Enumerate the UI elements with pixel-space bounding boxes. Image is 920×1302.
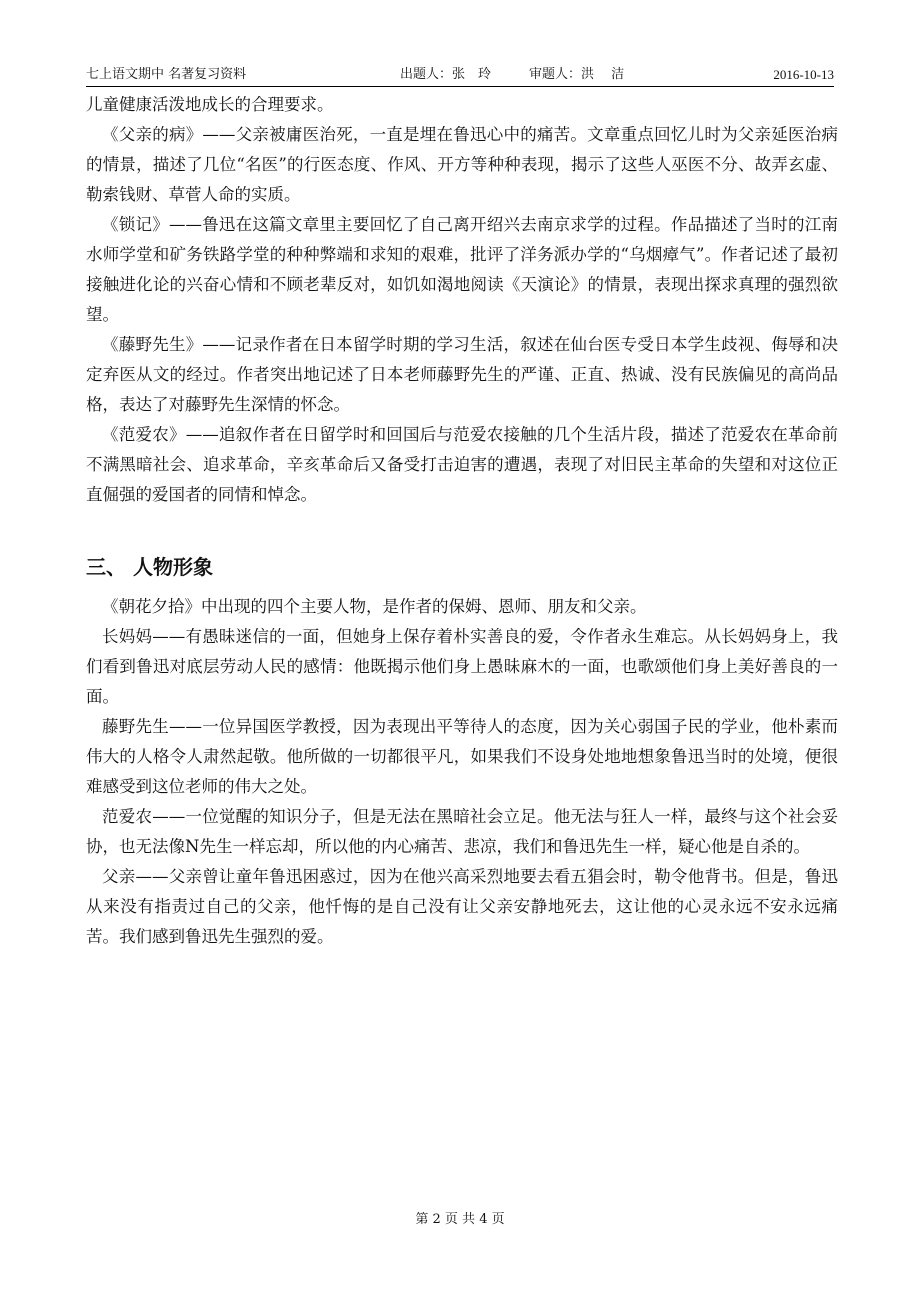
header-course-title: 七上语文期中 名著复习资料 (86, 67, 247, 82)
paragraph-fujino: 《藤野先生》——记录作者在日本留学时期的学习生活，叙述在仙台医专受日本学生歧视、侮辱和决定弃医从文的经过。作者突出地记述了日本老师藤野先生的严谨、正直、热诚、没有民族偏见的高尚品格，表达了对藤野先生深情的怀念。 (86, 335, 838, 414)
paragraph-father-character: 父亲——父亲曾让童年鲁迅困惑过，因为在他兴高采烈地要去看五猖会时，勒令他背书。但是，鲁迅从来没有指责过自己的父亲，他忏悔的是自己没有让父亲安静地死去，这让他的心灵永远不安永远痛苦。我们感到鲁迅先生强烈的爱。 (86, 867, 838, 946)
paragraph-suoji: 《锁记》——鲁迅在这篇文章里主要回忆了自己离开绍兴去南京求学的过程。作品描述了当时的江南水师学堂和矿务铁路学堂的种种弊端和求知的艰难，批评了洋务派办学的“乌烟瘴气”。作者记述了最初接触进化论的兴奋心情和不顾老辈反对，如饥如渴地阅读《天演论》的情景，表现出探求真理的强烈欲望。 (86, 215, 838, 324)
paragraph-fan-ainong-character: 范爱农——一位觉醒的知识分子，但是无法在黑暗社会立足。他无法与狂人一样，最终与这个社会妥协，也无法像N先生一样忘却，所以他的内心痛苦、悲凉，我们和鲁迅先生一样，疑心他是自杀的。 (86, 807, 838, 856)
page-header (86, 66, 834, 87)
header-reviewer: 审题人：洪 洁 (529, 67, 625, 82)
paragraph-fan-ainong: 《范爱农》——追叙作者在日留学时和回国后与范爱农接触的几个生活片段，描述了范爱农在革命前不满黑暗社会、追求革命，辛亥革命后又备受打击迫害的遭遇，表现了对旧民主革命的失望和对这位正直倔强的爱国者的同情和悼念。 (86, 425, 838, 504)
paragraph-chang-mama: 长妈妈——有愚昧迷信的一面，但她身上保存着朴实善良的爱，令作者永生难忘。从长妈妈身上，我们看到鲁迅对底层劳动人民的感情：他既揭示他们身上愚昧麻木的一面，也歌颂他们身上美好善良的一面。 (86, 627, 838, 706)
paragraph-characters-intro: 《朝花夕拾》中出现的四个主要人物，是作者的保姆、恩师、朋友和父亲。 (102, 597, 647, 616)
document-body (86, 90, 838, 952)
paragraph-father-illness: 《父亲的病》——父亲被庸医治死，一直是埋在鲁迅心中的痛苦。文章重点回忆儿时为父亲延医治病的情景，描述了几位“名医”的行医态度、作风、开方等种种表现，揭示了这些人巫医不分、故弄玄虚、勒索钱财、草菅人命的实质。 (86, 125, 838, 204)
paragraph-continuation: 儿童健康活泼地成长的合理要求。 (86, 95, 334, 114)
paragraph-fujino-character: 藤野先生——一位异国医学教授，因为表现出平等待人的态度，因为关心弱国子民的学业，他朴素而伟大的人格令人肃然起敬。他所做的一切都很平凡，如果我们不设身处地地想象鲁迅当时的处境，便很难感受到这位老师的伟大之处。 (86, 717, 838, 796)
header-author: 出题人：张 玲 (400, 67, 492, 82)
header-date: 2016-10-13 (773, 67, 834, 82)
section-heading-characters: 三、 人物形象 (86, 555, 213, 579)
page-footer: 第 2 页 共 4 页 (415, 1212, 505, 1227)
